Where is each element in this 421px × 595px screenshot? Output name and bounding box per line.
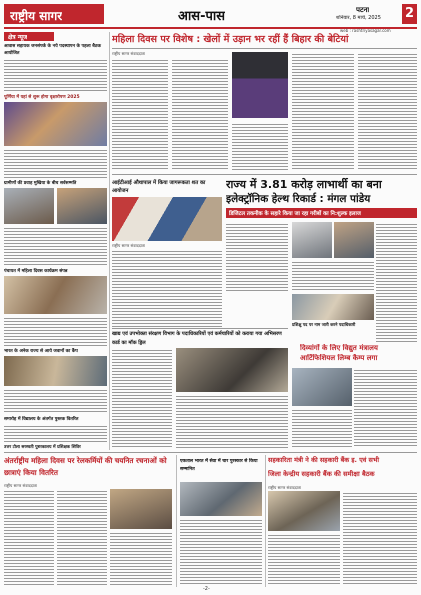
health-headline-line-2: इलेक्ट्रॉनिक हेल्थ रिकार्ड : मंगल पांडेय (226, 193, 371, 205)
tech-body-col-2 (292, 408, 352, 448)
left-story-3-body (4, 226, 107, 266)
left-story-5-headline: भारत के अनेक राज्य से आये जवानों का कैंप (4, 349, 78, 354)
city-name: पटना (356, 6, 370, 14)
page-marker: -2- (203, 586, 210, 592)
left-story-6-headline: समारोह में विद्यालय के अंतर्गत पुस्तक वितरित (4, 417, 79, 422)
top-story-col-4 (292, 52, 354, 170)
iti-byline: राष्ट्रीय सागर संवाददाता (112, 243, 146, 248)
bank-headline-line-1: सहकारिता मंत्री ने की सहकारी बैंक इ. एवं सभी (268, 456, 379, 464)
left-story-6-body (4, 424, 107, 442)
health-subheadline: डिजिटल तकनीक के सहारे किया जा रहा गरीबों का नि:शुल्क इलाज (229, 211, 361, 217)
tech-headline-line-2: आर्टिफिशियल लिम्ब कैम्प लगा (300, 354, 378, 362)
iti-photo (112, 197, 222, 241)
top-story-byline: राष्ट्रीय सागर संवाददाता (112, 51, 146, 56)
health-body-col-2 (376, 222, 417, 342)
paper-name-box (4, 4, 104, 24)
left-story-1-body (4, 58, 107, 92)
tech-body-col-1 (354, 368, 417, 448)
tech-headline-line-1: दिव्यांगों के लिए विद्युत मंत्रालय (300, 344, 378, 352)
left-column-divider (109, 32, 110, 450)
bank-body-2 (268, 533, 340, 585)
small-headline: प्रशिक्षु पद पर नाम जारी करने पदाधिकारी (292, 322, 356, 327)
left-story-1-headline: आवास सहायक जनसंपर्क के नये पदस्थापन के पहला बैठक आयोजित (4, 44, 101, 56)
bottom-left-body-3 (110, 531, 172, 585)
left-story-3-headline: ग्रामीणों की प्रवाह मुखिया के बीच सर्वसम्मति (4, 181, 77, 186)
bottom-middle-photo (180, 482, 262, 516)
left-story-4-body (4, 316, 107, 346)
bottom-left-headline: अंतर्राष्ट्रीय महिला दिवस पर रेलकर्मियों की चयनित रचनाओं को छात्राएं किया वितरित (4, 456, 167, 477)
top-story (112, 32, 417, 172)
bank-body-1 (343, 491, 417, 585)
food-body-col-2 (176, 394, 288, 448)
top-story-bottom-rule (112, 174, 417, 175)
left-story-7-headline: उत्तर टोला सरस्वती पुस्तकालय में प्रशिक्षक शिविर (4, 445, 81, 450)
left-photo-5 (4, 356, 107, 386)
section-tag: क्षेत्र न्यूज (8, 34, 28, 41)
left-story-4-headline: पंचायत में महिला दिवस कार्यक्रम संपन्न (4, 269, 68, 274)
website: web : rashtriyasagar.com (340, 28, 391, 33)
left-photo-3 (57, 188, 107, 224)
left-photo-2 (4, 188, 54, 224)
iti-body (112, 249, 222, 327)
bank-byline: राष्ट्रीय सागर संवाददाता (268, 485, 302, 490)
top-story-col-3 (232, 122, 288, 170)
top-story-photo (232, 52, 288, 118)
health-body-col-1 (226, 222, 288, 292)
health-photo-2 (334, 222, 374, 258)
bottom-left-photo (110, 489, 172, 529)
left-photo-4 (4, 276, 107, 314)
paper-name: राष्ट्रीय सागर (10, 9, 63, 23)
masthead (4, 4, 417, 26)
bank-photo (268, 491, 340, 531)
bottom-left-body-1 (4, 489, 54, 585)
left-column (4, 32, 107, 452)
page-number-box (402, 4, 417, 24)
left-story-2-headline: पूर्णिया में यहां से शुरू होगा वृक्षारोपण 2025 (4, 95, 80, 100)
health-headline-line-1: राज्य में 3.81 करोड़ लाभार्थी का बना (226, 178, 382, 191)
page-number: 2 (405, 6, 415, 21)
bottom-divider-1 (176, 455, 177, 587)
bottom-divider-2 (265, 455, 266, 587)
tech-photo (292, 368, 352, 406)
bottom-left-byline: राष्ट्रीय सागर संवाददाता (4, 483, 38, 488)
health-body-col-3 (292, 260, 374, 292)
bottom-middle-body (180, 518, 262, 585)
section-tag-box (4, 32, 54, 41)
food-body-col-1 (112, 348, 172, 448)
left-story-5-body (4, 388, 107, 414)
bottom-section-rule (4, 452, 417, 453)
left-story-2-body (4, 148, 107, 178)
date-line: शनिवार, 8 मार्च, 2025 (336, 15, 381, 21)
health-photo-1 (292, 222, 332, 258)
food-top-rule (112, 328, 288, 329)
top-story-col-1 (112, 58, 168, 170)
bottom-left-body-2 (57, 489, 107, 585)
top-story-col-5 (358, 52, 417, 170)
iti-headline: आईटीआई औथापाल में किया जागरूकता शत का आयोजन (112, 180, 206, 194)
center-photo (292, 294, 374, 320)
top-story-headline: महिला दिवस पर विशेष : खेलों में उड़ान भर रहीं हैं बिहार की बेटियां (112, 34, 349, 45)
bottom-middle-headline: एकताल भारत में सेवा में चार पुरस्कार से किया सम्मानित (180, 459, 258, 472)
health-subheadline-box (226, 208, 417, 218)
left-photo-1 (4, 102, 107, 146)
top-story-col-2 (172, 58, 228, 170)
section-name: आस-पास (178, 9, 226, 24)
food-photo (176, 348, 288, 392)
bank-headline-line-2: जिला केन्द्रीय सहकारी बैंक की समीक्षा बैठक (268, 470, 375, 478)
top-story-rule (112, 48, 417, 49)
food-headline: खाद्य एवं उपभोक्ता संरक्षण विभाग के पदाधिकारियों एवं कर्मचारियों को कराया गया अभिसरण कार्ड का मॉक ड्रिल (112, 331, 282, 346)
